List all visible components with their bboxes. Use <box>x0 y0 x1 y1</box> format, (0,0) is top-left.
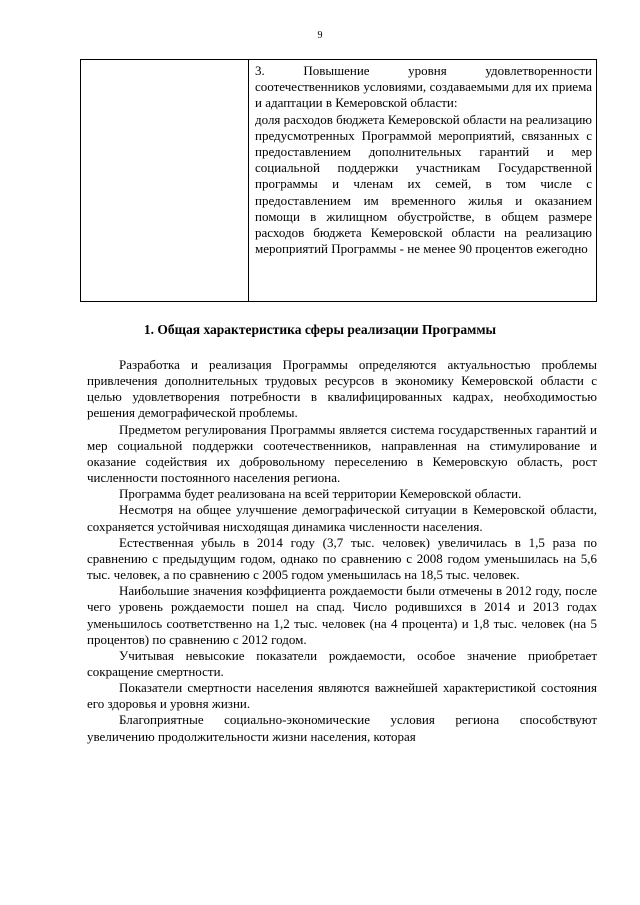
body-paragraph: Предметом регулирования Программы является система государственных гарантий и мер социальной поддержки соотечественников, направленная на стимулирование и оказание содействия их добровольному переселению в Кемеровскую область, рост численности постоянного населения региона. <box>87 421 597 486</box>
body-paragraph: Разработка и реализация Программы определяются актуальностью проблемы привлечения дополнительных трудовых ресурсов в экономику Кемеровской области с целью удовлетворения потребности в квалифицированных кадрах, необходимостью решения демографической проблемы. <box>87 357 597 421</box>
body-paragraph: Показатели смертности населения являются важнейшей характеристикой состояния его здоровья и уровня жизни. <box>87 680 597 712</box>
body-paragraph: Благоприятные социально-экономические условия региона способствуют увеличению продолжительности жизни населения, которая <box>87 712 597 744</box>
body-paragraph: Учитывая невысокие показатели рождаемости, особое значение приобретает сокращение смертности. <box>87 647 597 679</box>
body-paragraph: Несмотря на общее улучшение демографической ситуации в Кемеровской области, сохраняется устойчивая нисходящая динамика численности населения. <box>87 502 597 534</box>
section-heading: 1. Общая характеристика сферы реализации Программы <box>143 322 497 337</box>
body-paragraph: Наибольшие значения коэффициента рождаемости были отмечены в 2012 году, после чего уровень рождаемости пошел на спад. Число родившихся в 2014 и 2013 годах уменьшилось соответственно на 1,2 тыс. человек (на 4 процента) и 1,8 тыс. человек (на 5 процентов) по сравнению с 2012 годом. <box>87 583 597 647</box>
page-number: 9 <box>317 30 323 41</box>
program-passport-table <box>80 59 597 302</box>
table-left-cell <box>81 60 249 301</box>
table-paragraph-goal: 3. Повышение уровня удовлетворенности соотечественников условиями, создаваемыми для их приема и адаптации в Кемеровской области: <box>255 63 592 111</box>
body-paragraph: Естественная убыль в 2014 году (3,7 тыс. человек) увеличилась в 1,5 раза по сравнению с предыдущим годом, однако по сравнению с 2008 годом уменьшилась на 5,6 тыс. человек, а по сравнению с 2005 годом уменьшилась на 18,5 тыс. человек. <box>87 534 597 583</box>
section-body <box>87 357 597 745</box>
table-paragraph-indicator: доля расходов бюджета Кемеровской области на реализацию предусмотренных Программой мероприятий, связанных с предоставлением дополнительных гарантий и мер социальной поддержки участникам Государственной программы и членам их семей, в том числе с предоставлением им временного жилья и оказанием помощи в жилищном обустройстве, в общем размере расходов бюджета Кемеровской области на реализацию мероприятий Программы - не менее 90 процентов ежегодно <box>255 111 592 257</box>
body-paragraph: Программа будет реализована на всей территории Кемеровской области. <box>119 486 522 502</box>
table-right-cell <box>249 60 596 301</box>
